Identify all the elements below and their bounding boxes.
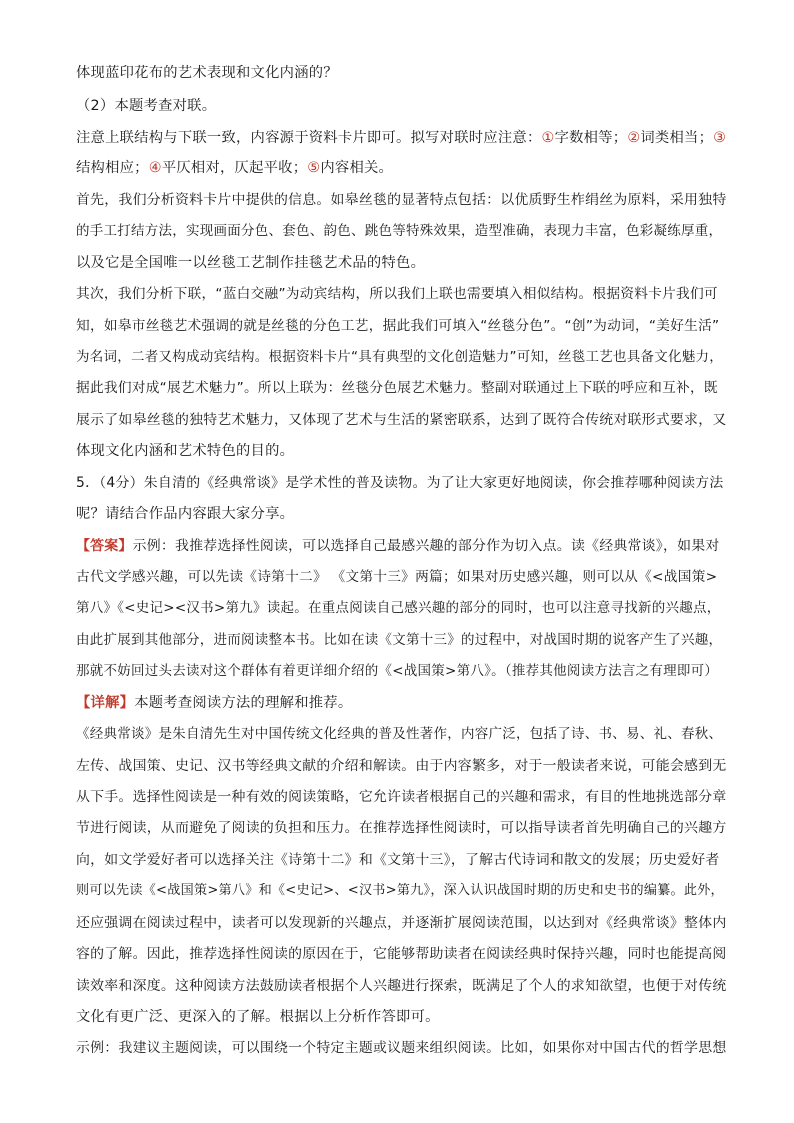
text-line: 以及它是全国唯一以丝毯工艺制作挂毯艺术品的特色。 [76,255,426,271]
text-line: 示例：我建议主题阅读，可以围绕一个特定主题或议题来组织阅读。比如，如果你对中国古代的哲学思想 [76,1040,727,1056]
text-line [76,693,726,713]
text-line: 据此我们对成“展艺术魅力”。所以上联为：丝毯分色展艺术魅力。整副对联通过上下联的呼应和互补，既 [76,380,718,396]
text-line: 向，如文学爱好者可以选择关注《诗第十二》和《文第十三》，了解古代诗词和散文的发展；历史爱好者 [76,852,720,868]
text-line: 由此扩展到其他部分，进而阅读整本书。比如在读《文第十三》的过程中，对战国时期的说客产生了兴趣， [76,632,723,648]
question-line: 呢？请结合作品内容跟大家分享。 [76,506,295,522]
text-line: 展示了如皋丝毯的独特艺术魅力，又体现了艺术与生活的紧密联系，达到了既符合传统对联形式要求，又 [76,412,727,428]
text-line: 那就不妨回过头去读对这个群体有着更详细介绍的《<战国策>第八》。（推荐其他阅读方法言之有理即可） [76,663,719,679]
text-line: 节进行阅读，从而避免了阅读的负担和压力。在推荐选择性阅读时，可以指导读者首先明确自己的兴趣方 [76,820,727,836]
circled-number: ② [627,130,641,146]
text-line: 体现文化内涵和艺术特色的目的。 [76,443,295,459]
text-line: 还应强调在阅读过程中，读者可以发现新的兴趣点，并逐渐扩展阅读范围，以达到对《经典常谈》整体内 [76,915,727,931]
circled-number: ① [541,130,555,146]
text-line: 容的了解。因此，推荐选择性阅读的原因在于，它能够帮助读者在阅读经典时保持兴趣，同时也能提高阅 [76,946,727,962]
answer-tag: 【答案】 [76,538,133,554]
text-line: 则可以先读《<战国策>第八》和《<史记>、<汉书>第九》，深入认识战国时期的历史和史书的编纂。此外， [76,883,724,898]
text-line: 从下手。选择性阅读是一种有效的阅读策略，它允许读者根据自己的兴趣和需求，有目的性地挑选部分章 [76,789,727,805]
text-line: 文化有更广泛、更深入的了解。根据以上分析作答即可。 [76,1009,440,1025]
text-line [76,536,726,556]
text-line: 体现蓝印花布的艺术表现和文化内涵的？ [76,65,338,81]
text-line: 左传、战国策、史记、汉书等经典文献的介绍和解读。由于内容繁多，对于一般读者来说，可能会感到无 [76,758,727,774]
line-text: 内容相关。 [320,160,394,176]
text-line [76,158,726,178]
line-text: 结构相应； [76,160,149,176]
detail-tag: 【详解】 [76,695,135,711]
line-text: 字数相等； [554,130,628,146]
text-line: 知，如皋市丝毯艺术强调的就是丝毯的分色工艺，据此我们可填入“丝毯分色”。“创”为动词，“美好生活” [76,318,720,334]
circled-number: ⑤ [307,160,321,176]
line-text: 注意上联结构与下联一致，内容源于资料卡片即可。拟写对联时应注意： [76,130,542,146]
text-line: 《经典常谈》是朱自清先生对中国传统文化经典的普及性著作，内容广泛，包括了诗、书、易、礼、春秋、 [76,726,723,742]
text-line [76,128,726,148]
circled-number: ③ [713,130,727,146]
question-line: 5．（4分）朱自清的《经典常谈》是学术性的普及读物。为了让大家更好地阅读，你会推荐哪种阅读方法 [76,475,724,491]
text-line: 的手工打结方法，实现画面分色、套色、韵色、跳色等特殊效果，造型准确，表现力丰富，色彩凝练厚重， [76,223,723,239]
circled-number: ④ [148,160,162,176]
line-text: 平仄相对，仄起平收； [161,160,308,176]
text-line: 第八》《<史记><汉书>第九》读起。在重点阅读自己感兴趣的部分的同时，也可以注意寻找新的兴趣点， [76,600,721,616]
text-line: 为名词，二者又构成动宾结构。根据资料卡片“具有典型的文化创造魅力”可知，丝毯工艺也具备文化魅力， [76,349,723,365]
text-line: 读效率和深度。这种阅读方法鼓励读者根据个人兴趣进行探索，既满足了个人的求知欲望，也便于对传统 [76,978,727,994]
text-line: 首先，我们分析资料卡片中提供的信息。如皋丝毯的显著特点包括：以优质野生柞绢丝为原料，采用独特 [76,192,727,208]
text-line: （2）本题考查对联。 [76,98,217,114]
line-text: 词类相当； [640,130,714,146]
line-text: 本题考查阅读方法的理解和推荐。 [134,695,353,711]
text-line: 其次，我们分析下联，“蓝白交融”为动宾结构，所以我们上联也需要填入相似结构。根据资料卡片我们可 [76,286,718,302]
line-text: 示例：我推荐选择性阅读，可以选择自己最感兴趣的部分作为切入点。读《经典常谈》，如果对 [132,538,720,554]
text-line: 古代文学感兴趣，可以先读《诗第十二》 《文第十三》两篇；如果对历史感兴趣，则可以从《<战国策> [76,569,718,585]
